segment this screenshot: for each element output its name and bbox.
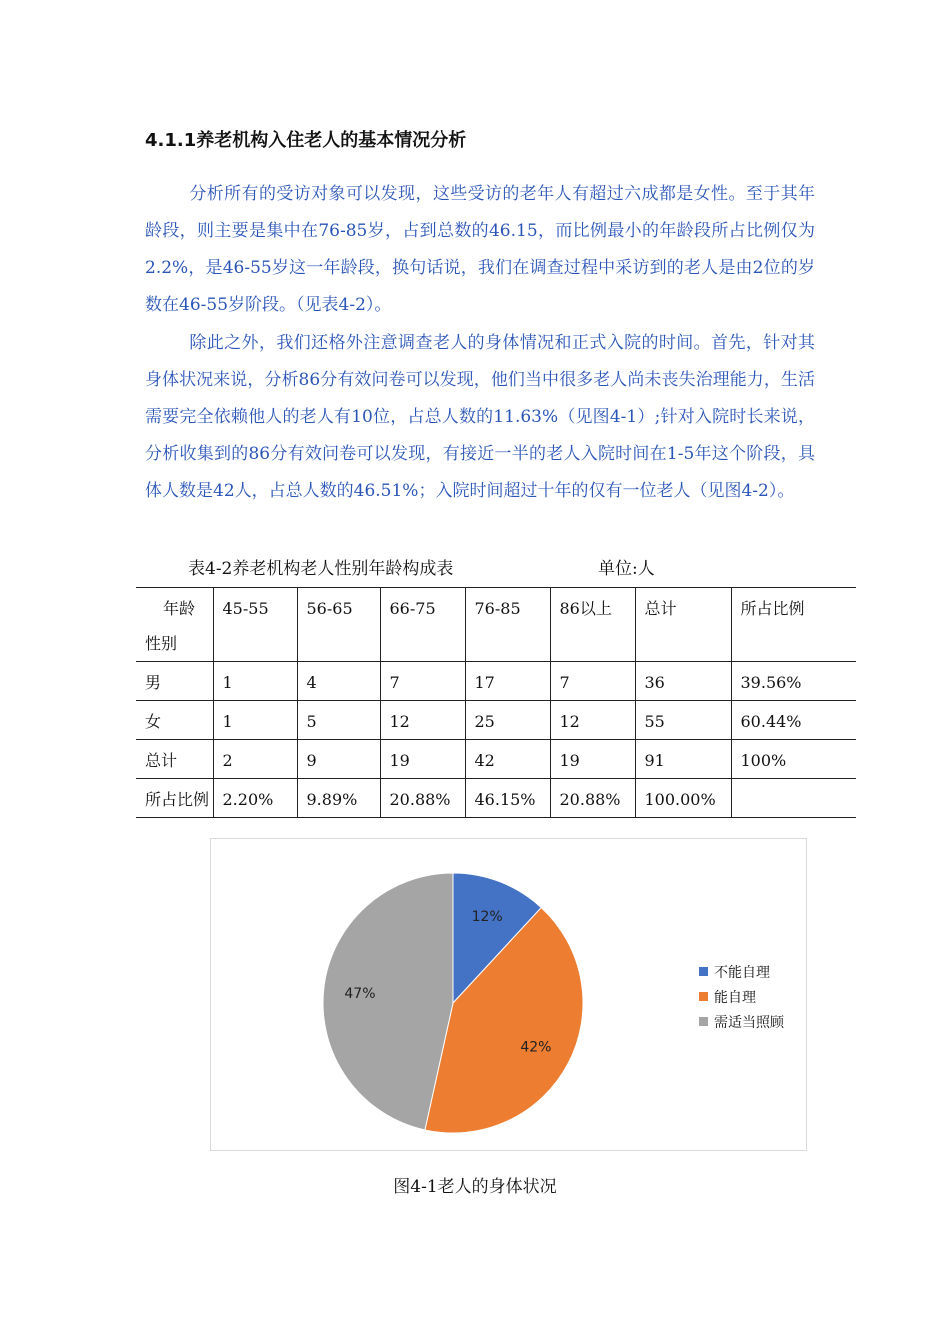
table-caption: 表4-2养老机构老人性别年龄构成表 (188, 559, 454, 579)
table-cell: 19 (550, 740, 635, 779)
legend-label: 需适当照顾 (714, 1014, 784, 1031)
table-cell: 2 (213, 740, 297, 779)
paragraph-2-text: 除此之外，我们还格外注意调查老人的身体情况和正式入院的时间。首先，针对其身体状况来说，分析86分有效问卷可以发现，他们当中很多老人尚未丧失治理能力，生活需要完全依赖他人的老人有10位，占总人数的11.63%（见图4-1）;针对入院时长来说，分析收集到的86分有效问卷可以发现，有接近一半的老人入院时间在1-5年这个阶段，具体人数是42人，占总人数的46.51%；入院时间超过十年的仅有一位老人（见图4-2）。 (145, 333, 815, 501)
table-cell: 9.89% (297, 779, 380, 818)
legend-label: 不能自理 (714, 964, 770, 981)
table-cell: 12 (550, 701, 635, 740)
table-row (136, 740, 856, 779)
legend-swatch (699, 1017, 708, 1026)
table-cell: 20.88% (380, 779, 465, 818)
table-cell: 4 (297, 662, 380, 701)
legend-label: 能自理 (714, 989, 756, 1006)
legend-item (699, 1009, 784, 1034)
table-cell: 12 (380, 701, 465, 740)
paragraph-1-text: 分析所有的受访对象可以发现，这些受访的老年人有超过六成都是女性。至于其年龄段，则主要是集中在76-85岁，占到总数的46.15，而比例最小的年龄段所占比例仅为2.2%，是46-55岁这一年龄段，换句话说，我们在调查过程中采访到的老人是由2位的岁数在46-55岁阶段。（见表4-2）。 (145, 184, 815, 315)
header-cell: 66-75 (380, 588, 465, 662)
header-cell: 所占比例 (731, 588, 856, 662)
table-cell: 9 (297, 740, 380, 779)
table-cell: 5 (297, 701, 380, 740)
pie-slice-3 (323, 873, 453, 1130)
table-cell: 100% (731, 740, 856, 779)
paragraph-2 (145, 325, 815, 510)
pie-data-label: 42% (520, 1039, 552, 1056)
row-label: 女 (136, 701, 213, 740)
legend-item (699, 984, 784, 1009)
pie-data-label: 47% (344, 985, 376, 1002)
table-cell: 7 (550, 662, 635, 701)
table-row (136, 701, 856, 740)
age-gender-table (136, 587, 856, 818)
table-cell: 25 (465, 701, 550, 740)
table-header-row (136, 588, 856, 662)
table-cell: 100.00% (635, 779, 731, 818)
legend-item (699, 959, 784, 984)
figure-caption: 图4-1老人的身体状况 (393, 1177, 557, 1197)
table-cell: 1 (213, 701, 297, 740)
row-label: 所占比例 (136, 779, 213, 818)
table-cell: 19 (380, 740, 465, 779)
chart-legend (699, 959, 784, 1034)
paragraph-1 (145, 176, 815, 324)
table-cell: 91 (635, 740, 731, 779)
table-cell: 46.15% (465, 779, 550, 818)
table-cell (731, 779, 856, 818)
row-label: 总计 (136, 740, 213, 779)
header-cell: 总计 (635, 588, 731, 662)
table-cell: 36 (635, 662, 731, 701)
table-row (136, 662, 856, 701)
header-cell: 56-65 (297, 588, 380, 662)
table-cell: 17 (465, 662, 550, 701)
pie-data-label: 12% (471, 908, 503, 925)
corner-header-cell (136, 588, 213, 662)
table-cell: 55 (635, 701, 731, 740)
corner-bottom: 性别 (145, 634, 178, 653)
table-cell: 20.88% (550, 779, 635, 818)
header-cell: 76-85 (465, 588, 550, 662)
header-cell: 45-55 (213, 588, 297, 662)
table-cell: 42 (465, 740, 550, 779)
table-cell: 60.44% (731, 701, 856, 740)
corner-top: 年龄 (163, 599, 196, 618)
row-label: 男 (136, 662, 213, 701)
table-cell: 2.20% (213, 779, 297, 818)
legend-swatch (699, 992, 708, 1001)
pie-chart-frame (210, 838, 807, 1151)
table-cell: 7 (380, 662, 465, 701)
section-heading: 4.1.1养老机构入住老人的基本情况分析 (145, 130, 467, 151)
legend-swatch (699, 967, 708, 976)
table-cell: 39.56% (731, 662, 856, 701)
table-row (136, 779, 856, 818)
table-unit: 单位:人 (598, 559, 655, 579)
header-cell: 86以上 (550, 588, 635, 662)
table-cell: 1 (213, 662, 297, 701)
